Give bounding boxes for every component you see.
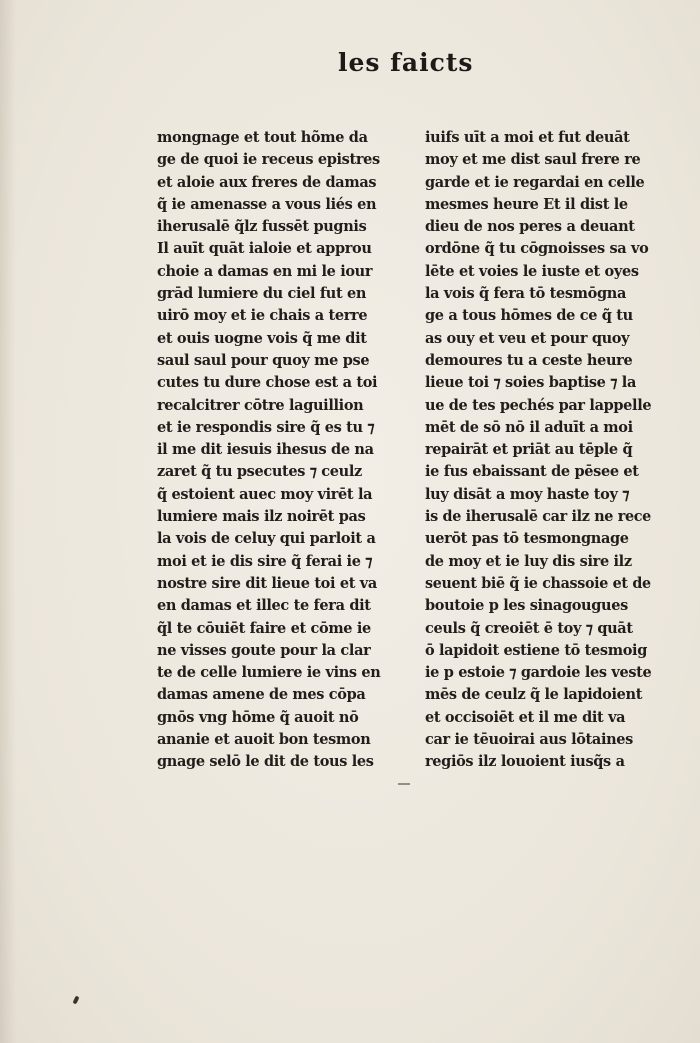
- text-line: ananie et auoit bon tesmon: [157, 731, 371, 749]
- text-line: uerōt pas tō tesmongnage: [425, 530, 629, 548]
- page-fold-shadow: [0, 0, 16, 1043]
- ink-speck: [398, 783, 410, 785]
- text-line: ge a tous hōmes de ce q̃ tu: [425, 307, 633, 325]
- text-line: seuent biē q̃ ie chassoie et de: [425, 574, 651, 592]
- text-line: uirō moy et ie chais a terre: [157, 307, 368, 325]
- text-line: et aloie aux freres de damas: [157, 173, 377, 191]
- text-line: q̃l te cōuiēt faire et cōme ie: [157, 619, 371, 637]
- text-line: moi et ie dis sire q̃ ferai ie ⁊: [157, 552, 373, 570]
- text-line: lumiere mais ilz noirēt pas: [157, 508, 366, 526]
- text-line: moy et me dist saul frere re: [425, 151, 641, 169]
- text-line: gnage selō le dit de tous les: [157, 753, 374, 771]
- text-line: ne visses goute pour la clar: [157, 641, 371, 659]
- text-line: recalcitrer cōtre laguillion: [157, 396, 364, 414]
- text-line: ie p estoie ⁊ gardoie les veste: [425, 664, 652, 682]
- text-line: et ouis uogne vois q̃ me dit: [157, 329, 367, 347]
- text-line: q̃ ie amenasse a vous liés en: [157, 195, 377, 213]
- text-line: grād lumiere du ciel fut en: [157, 285, 367, 303]
- text-line: mongnage et tout hõme da: [157, 129, 368, 146]
- text-line: garde et ie regardai en celle: [425, 173, 645, 191]
- text-line: luy disāt a moy haste toy ⁊: [425, 485, 630, 503]
- text-line: Il auīt quāt ialoie et approu: [157, 240, 372, 258]
- text-line: as ouy et veu et pour quoy: [425, 329, 630, 347]
- text-line: iherusalē q̃lz fussēt pugnis: [157, 218, 367, 236]
- text-line: demoures tu a ceste heure: [425, 351, 633, 369]
- text-line: la vois de celuy qui parloit a: [157, 530, 376, 548]
- text-line: et ie respondis sire q̃ es tu ⁊: [157, 418, 375, 436]
- text-line: damas amene de mes cōpa: [157, 686, 366, 704]
- text-line: mesmes heure Et il dist le: [425, 195, 628, 213]
- running-title: les faicts: [338, 48, 474, 77]
- text-line: ie fus ebaissant de pēsee et: [425, 463, 639, 481]
- text-line: gnōs vng hōme q̃ auoit nō: [157, 708, 359, 726]
- text-line: la vois q̃ fera tō tesmōgna: [425, 285, 626, 303]
- text-line: dieu de nos peres a deuant: [425, 218, 635, 236]
- text-line: regiōs ilz louoient iusq̃s a: [425, 753, 625, 771]
- ink-speck: [72, 996, 79, 1005]
- left-text-column: [157, 127, 381, 774]
- text-line: zaret q̃ tu psecutes ⁊ ceulz: [157, 463, 362, 481]
- text-line: saul saul pour quoy me pse: [157, 351, 370, 369]
- text-line: lēte et voies le iuste et oyes: [425, 262, 639, 280]
- text-line: car ie tēuoirai aus lōtaines: [425, 731, 633, 749]
- text-line: et occisoiēt et il me dit va: [425, 708, 626, 726]
- right-text-column: [425, 127, 652, 774]
- text-line: lieue toi ⁊ soies baptise ⁊ la: [425, 374, 636, 392]
- text-line: iuifs uīt a moi et fut deuāt: [425, 129, 630, 146]
- text-line: nostre sire dit lieue toi et va: [157, 574, 377, 592]
- text-line: boutoie p les sinagougues: [425, 597, 628, 615]
- text-line: en damas et illec te fera dit: [157, 597, 371, 615]
- text-line: mēs de ceulz q̃ le lapidoient: [425, 686, 643, 704]
- text-line: q̃ estoient auec moy virēt la: [157, 485, 373, 503]
- text-line: ordōne q̃ tu cōgnoisses sa vo: [425, 240, 649, 258]
- text-line: choie a damas en mi le iour: [157, 262, 373, 280]
- text-line: il me dit iesuis ihesus de na: [157, 441, 374, 459]
- text-line: te de celle lumiere ie vins en: [157, 664, 381, 682]
- text-line: is de iherusalē car ilz ne rece: [425, 508, 651, 526]
- text-line: de moy et ie luy dis sire ilz: [425, 552, 632, 570]
- text-line: cutes tu dure chose est a toi: [157, 374, 378, 392]
- text-line: mēt de sō nō il aduīt a moi: [425, 418, 633, 436]
- text-line: repairāt et priāt au tēple q̃: [425, 441, 633, 459]
- text-line: ge de quoi ie receus epistres: [157, 151, 380, 169]
- text-line: ō lapidoit estiene tō tesmoig: [425, 641, 647, 659]
- text-line: ue de tes pechés par lappelle: [425, 396, 652, 414]
- text-line: ceuls q̃ creoiēt ē toy ⁊ quāt: [425, 619, 633, 637]
